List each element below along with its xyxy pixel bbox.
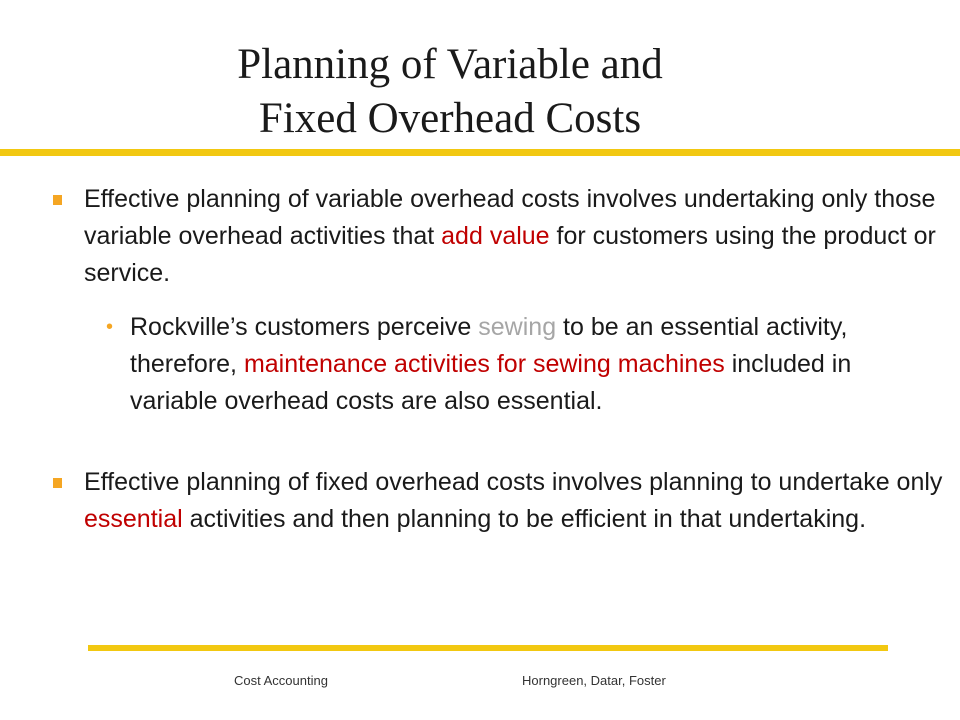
- title-line-1: Planning of Variable and: [237, 41, 663, 88]
- highlight-essential: essential: [84, 505, 183, 533]
- slide-title: [0, 38, 900, 146]
- footer-authors: Horngreen, Datar, Foster: [522, 673, 666, 688]
- title-divider: [0, 149, 960, 156]
- title-line-2: Fixed Overhead Costs: [258, 95, 642, 142]
- bullet-text: activities and then planning to be efficient in that undertaking.: [182, 505, 867, 533]
- highlight-sewing: sewing: [478, 313, 557, 341]
- square-bullet-icon: [53, 195, 62, 205]
- bullet-variable-overhead: [84, 181, 954, 292]
- square-bullet-icon: [53, 478, 62, 488]
- sub-bullet-text: to be an essential activity, therefore,: [130, 313, 848, 378]
- dot-bullet-icon: •: [106, 316, 114, 338]
- footer-course: Cost Accounting: [234, 673, 328, 688]
- sub-bullet-text: included in variable overhead costs are also essential.: [130, 350, 852, 415]
- bullet-text: for customers using the product or service.: [84, 222, 936, 287]
- sub-bullet-rockville: [130, 309, 930, 420]
- highlight-maintenance: maintenance activities for sewing machines: [243, 350, 725, 378]
- highlight-add-value: add value: [441, 222, 550, 250]
- bullet-text: Effective planning of fixed overhead costs involves planning to undertake only: [84, 468, 943, 496]
- bullet-fixed-overhead: [84, 464, 954, 538]
- footer-divider: [88, 645, 888, 651]
- sub-bullet-text: Rockville’s customers perceive: [130, 313, 479, 341]
- bullet-text: Effective planning of variable overhead costs involves undertaking only those variable overhead activities that: [84, 185, 936, 250]
